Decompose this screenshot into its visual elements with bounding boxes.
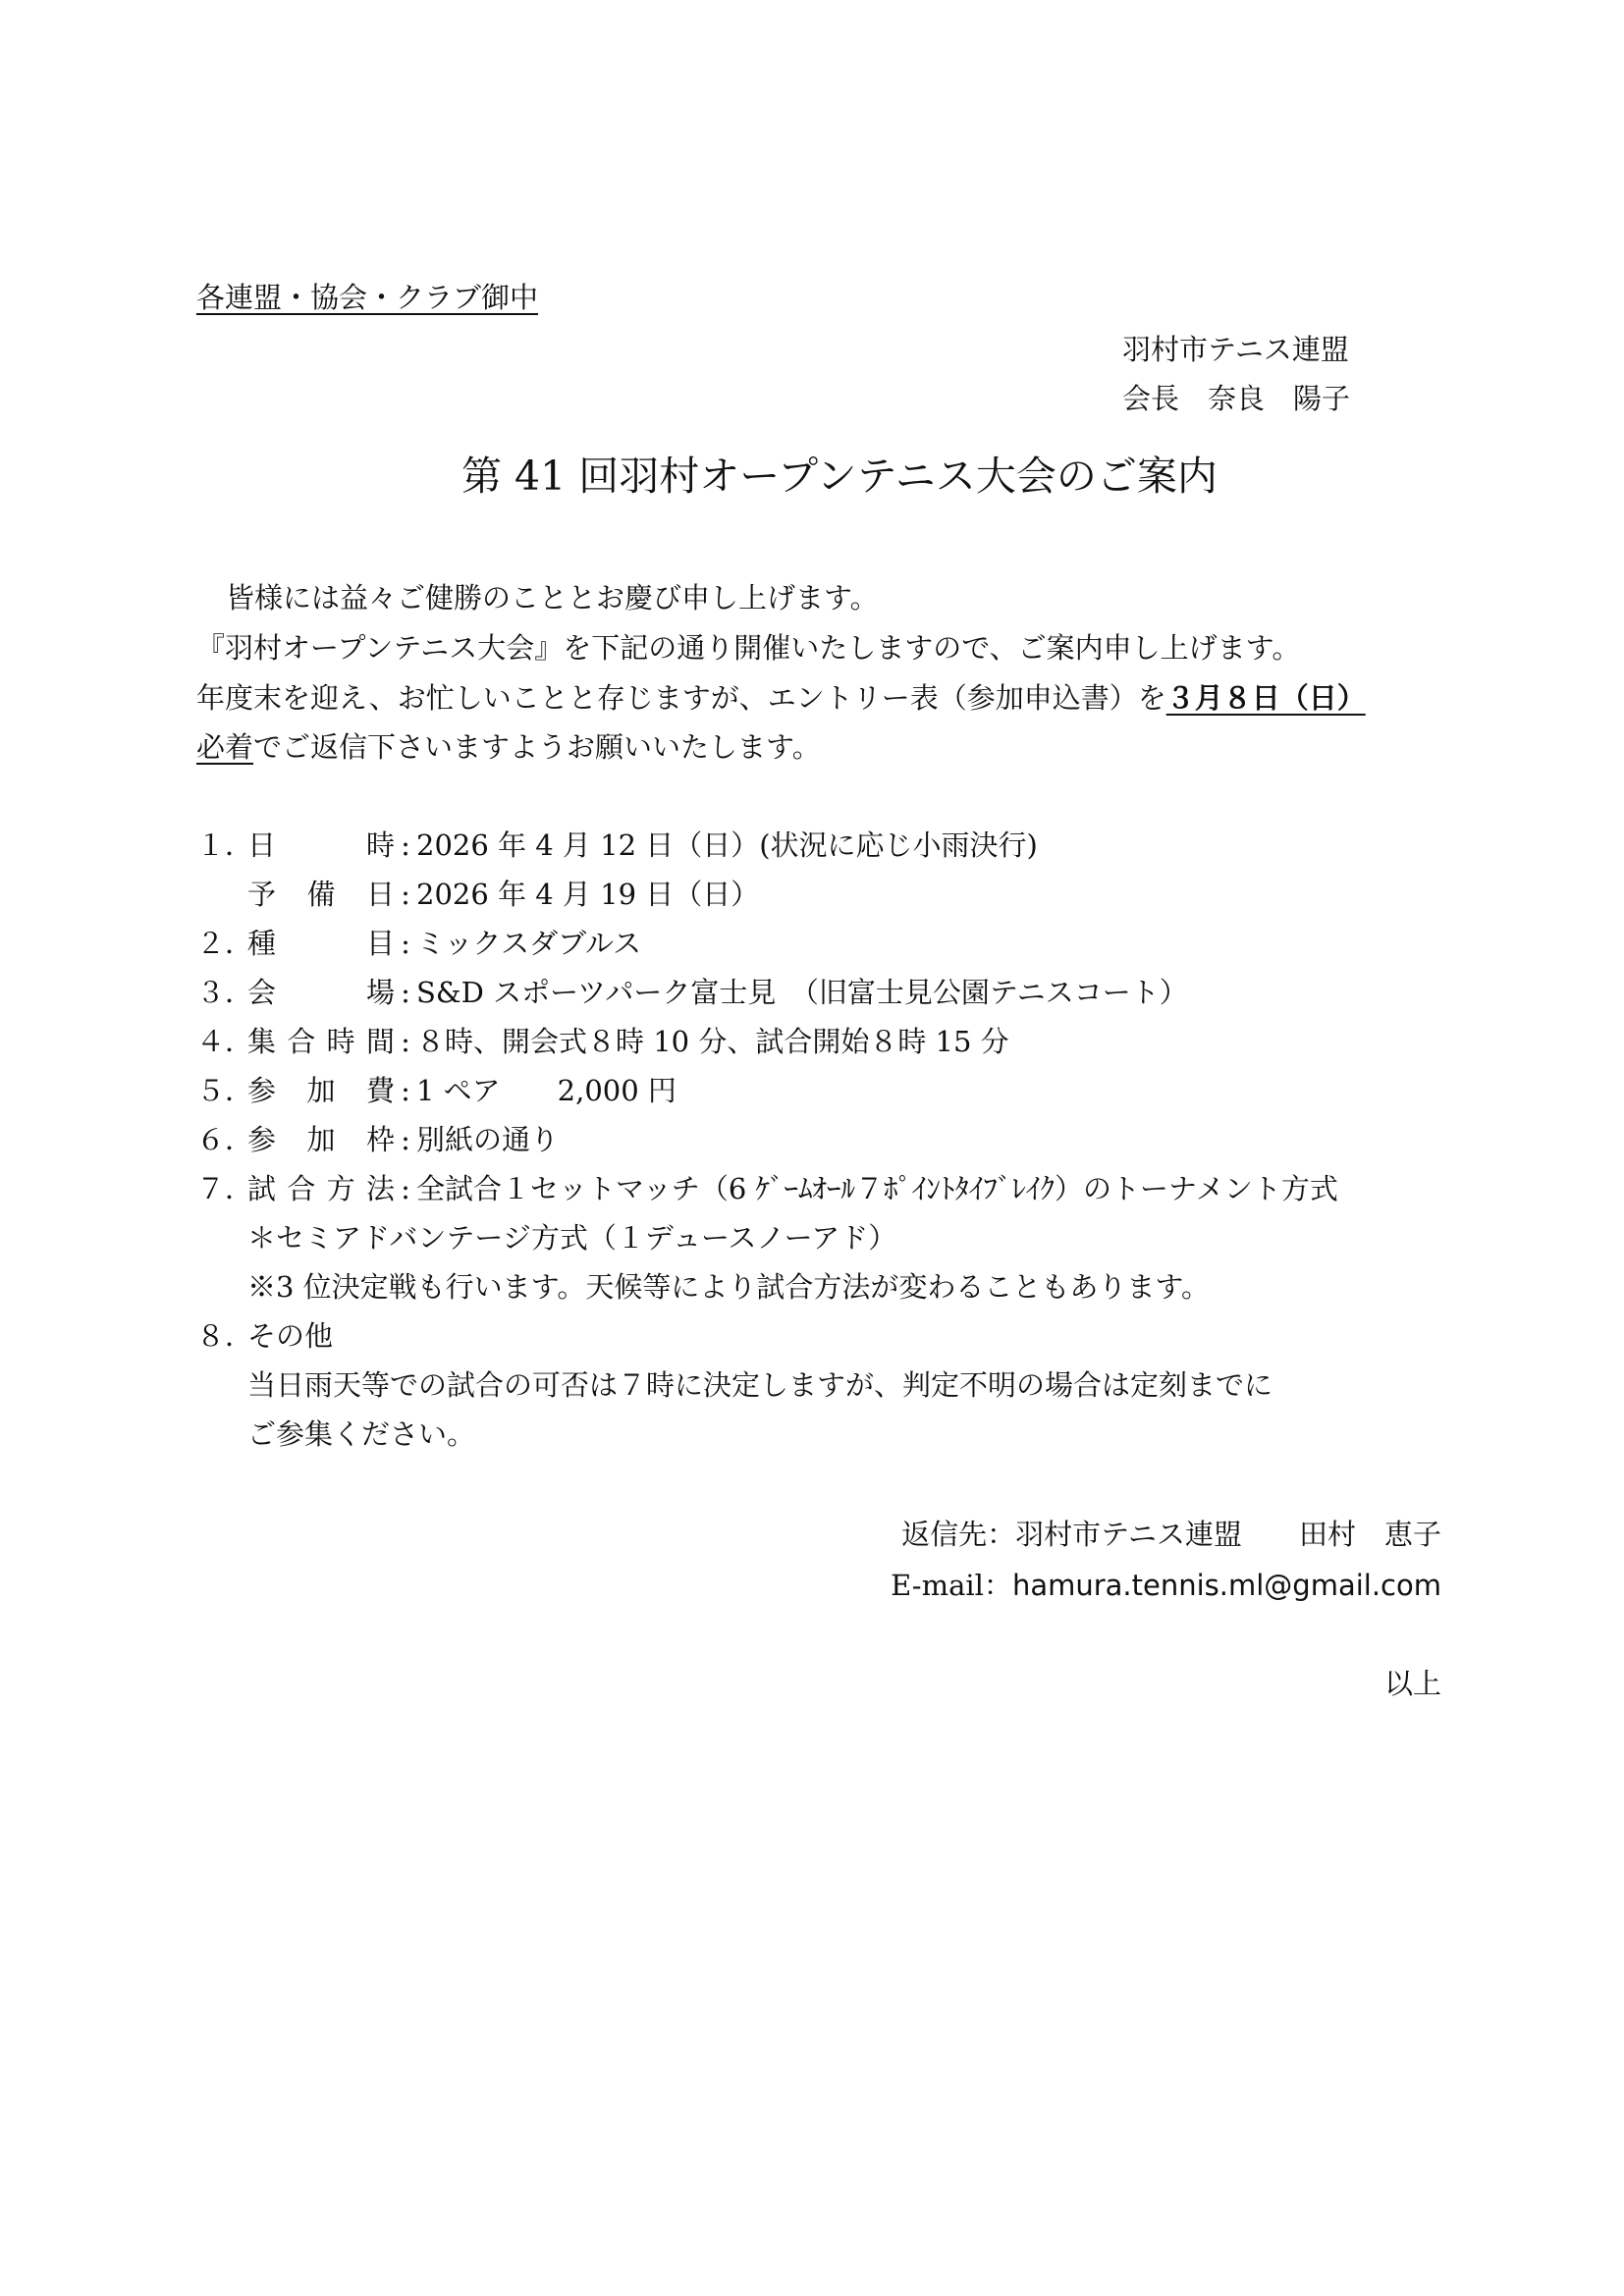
addressee: 各連盟・協会・クラブ御中	[196, 281, 539, 314]
item-value: 1 ペア 2,000 円	[416, 1074, 677, 1107]
item-label: 参加費	[247, 1074, 395, 1107]
item-event: ２．種 目 : ミックスダブルス	[196, 924, 641, 963]
intro-line-1: 皆様には益々ご健勝のこととお慶び申し上げます。	[226, 581, 879, 614]
sender-org: 羽村市テニス連盟	[1122, 333, 1349, 366]
item-slots: ６．参加枠 : 別紙の通り	[196, 1120, 559, 1159]
item-reserve-date: 予備日 : 2026 年 4 月 19 日（日）	[196, 875, 759, 914]
other-line-2: ご参集ください。	[247, 1417, 476, 1451]
item-other: ８．その他	[196, 1319, 334, 1353]
item-label: その他	[247, 1319, 334, 1353]
deadline-date: ３月８日（日）	[1165, 681, 1366, 715]
item-label: 集合時間	[247, 1025, 395, 1058]
closing: 以上	[1383, 1667, 1441, 1700]
intro-line-3-text: 年度末を迎え、お忙しいことと存じますが、エントリー表（参加申込書）を	[196, 681, 1166, 715]
item-value: S&D スポーツパーク富士見 （旧富士見公園テニスコート）	[416, 976, 1188, 1009]
item-value: 2026 年 4 月 12 日（日）(状況に応じ小雨決行)	[416, 828, 1038, 862]
document-title: 第 41 回羽村オープンテニス大会のご案内	[461, 453, 1218, 500]
item-label: 参加枠	[247, 1123, 395, 1156]
item-value: 別紙の通り	[416, 1123, 560, 1156]
item-venue: ３．会 場 : S&D スポーツパーク富士見 （旧富士見公園テニスコート）	[196, 973, 1188, 1012]
item-value: ８時、開会式８時 10 分、試合開始８時 15 分	[416, 1025, 1009, 1058]
intro-line-4-text: でご返信下さいますようお願いいたします。	[253, 730, 821, 764]
reply-to: 返信先：羽村市テニス連盟 田村 恵子	[901, 1518, 1441, 1551]
item-value: ミックスダブルス	[416, 927, 642, 960]
sender-name-line	[1122, 379, 1350, 418]
other-line-1: 当日雨天等での試合の可否は７時に決定しますが、判定不明の場合は定刻までに	[247, 1368, 1273, 1402]
reply-email-line	[891, 1566, 1441, 1605]
email-address: hamura.tennis.ml@gmail.com	[1011, 1569, 1441, 1602]
intro-line-4	[196, 727, 821, 767]
email-label: E-mail：	[891, 1569, 1012, 1602]
item-date: １．日 時 : 2026 年 4 月 12 日（日）(状況に応じ小雨決行)	[196, 826, 1038, 865]
sender-name: 奈良 陽子	[1208, 382, 1351, 415]
item-label: 予備日	[247, 878, 395, 911]
item-meeting-time: ４．集合時間 : ８時、開会式８時 10 分、試合開始８時 15 分	[196, 1022, 1009, 1061]
sender-role: 会長	[1122, 382, 1180, 415]
item-value: 全試合１セットマッチ（6 ｹﾞｰﾑｵｰﾙ７ﾎﾟｲﾝﾄﾀｲﾌﾞﾚｲｸ）のトーナメント方式	[416, 1172, 1338, 1205]
match-format-note-1: ＊セミアドバンテージ方式（１デュースノーアド）	[247, 1221, 897, 1255]
item-label: 会 場	[247, 976, 395, 1009]
match-format-note-2: ※3 位決定戦も行います。天候等により試合方法が変わることもあります。	[247, 1270, 1211, 1304]
deadline-arrival: 必着	[196, 730, 254, 764]
item-match-format: ７．試合方法 : 全試合１セットマッチ（6 ｹﾞｰﾑｵｰﾙ７ﾎﾟｲﾝﾄﾀｲﾌﾞﾚｲｸ）のトーナメント方式	[196, 1169, 1338, 1208]
intro-line-3	[196, 678, 1366, 718]
item-label: 試合方法	[247, 1172, 395, 1205]
item-fee: ５．参加費 : 1 ペア 2,000 円	[196, 1071, 677, 1110]
item-label: 日 時	[247, 828, 395, 862]
item-label: 種 目	[247, 927, 395, 960]
intro-line-2: 『羽村オープンテニス大会』を下記の通り開催いたしますので、ご案内申し上げます。	[196, 631, 1301, 665]
item-value: 2026 年 4 月 19 日（日）	[416, 878, 760, 911]
